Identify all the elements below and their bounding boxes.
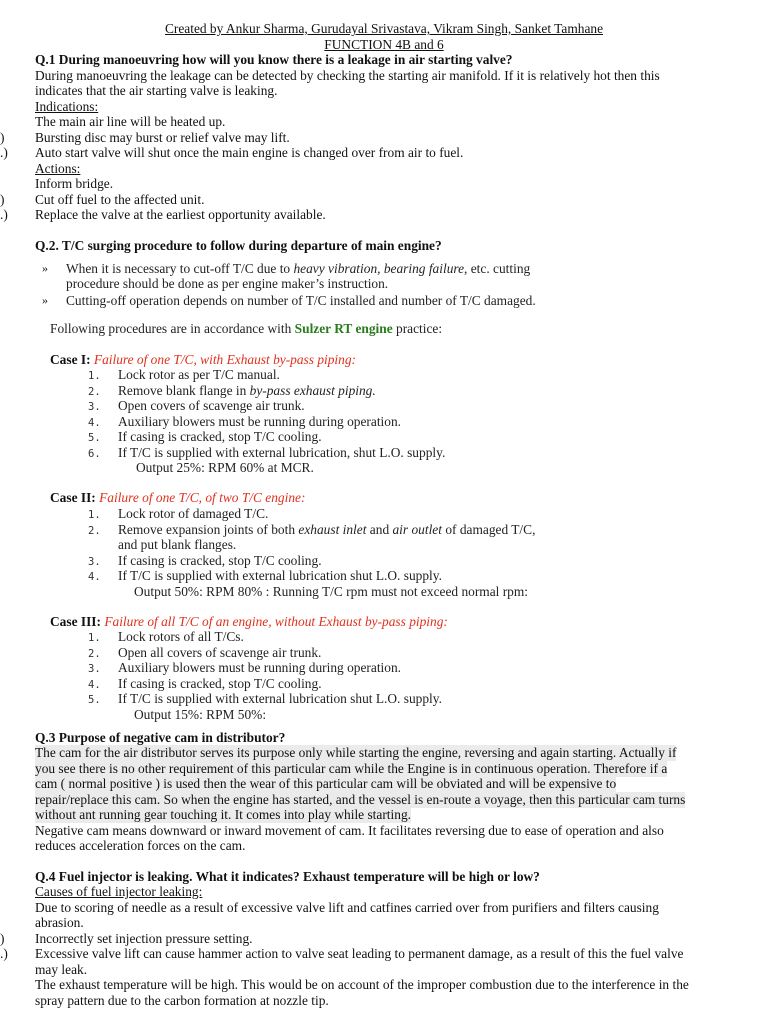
q1-indication-2: Bursting disc may burst or relief valve may lift. (35, 130, 290, 145)
function-line: FUNCTION 4B and 6 (324, 37, 444, 52)
case1-item-1: Lock rotor as per T/C manual. (118, 367, 280, 382)
q1-title: Q.1 During manoeuvring how will you know there is a leakage in air starting valve? (35, 52, 513, 67)
case2-item-2: Remove expansion joints of both exhaust inlet and air outlet of damaged T/C, (118, 522, 536, 537)
q3-para-line4: repair/replace this cam. So when the engine has started, and the vessel is en-route a voyage, then this particular cam turns (35, 792, 686, 807)
q2-bullet-2: Cutting-off operation depends on number of T/C installed and number of T/C damaged. (66, 293, 536, 308)
q4-exhaust-line2: spray pattern due to the carbon formation at nozzle tip. (35, 993, 329, 1008)
case3-num-3: 3. (88, 663, 101, 675)
q1-action-1: Inform bridge. (35, 176, 114, 191)
list-marker: .) (0, 946, 8, 961)
q4-cause-3: Excessive valve lift can cause hammer action to valve seat leading to permanent damage, as a result of this the fuel valve (35, 946, 684, 961)
bullet-icon: » (42, 293, 48, 307)
q4-cause-1: Due to scoring of needle as a result of excessive valve lift and catfines carried over from purifiers and filters causing (35, 900, 659, 915)
q4-title: Q.4 Fuel injector is leaking. What it indicates? Exhaust temperature will be high or low? (35, 869, 540, 884)
q3-para-line3: cam ( normal positive ) is used then the wear of this particular cam will be obviated and will be expensive to (35, 776, 617, 791)
q1-indication-1: The main air line will be heated up. (35, 114, 226, 129)
case1-num-2: 2. (88, 386, 101, 398)
q3-para-line2: you see there is no other requirement of this particular cam while the Engine is in continuous operation. Therefore if a (35, 761, 668, 776)
case2-num-2: 2. (88, 525, 101, 537)
q3-title: Q.3 Purpose of negative cam in distributor? (35, 730, 286, 745)
q1-intro-line2: indicates that the air starting valve is leaking. (35, 83, 278, 98)
case1-heading: Case I: Failure of one T/C, with Exhaust by-pass piping: (50, 352, 357, 367)
case2-item-3: If casing is cracked, stop T/C cooling. (118, 553, 322, 568)
case3-item-4: If casing is cracked, stop T/C cooling. (118, 676, 322, 691)
bullet-icon: » (42, 261, 48, 275)
case1-num-5: 5. (88, 432, 101, 444)
case1-item-3: Open covers of scavenge air trunk. (118, 398, 305, 413)
q1-indication-3: Auto start valve will shut once the main engine is changed over from air to fuel. (35, 145, 464, 160)
case3-num-4: 4. (88, 679, 101, 691)
sulzer-engine-label: Sulzer RT engine (294, 321, 393, 336)
case1-item-6: If T/C is supplied with external lubrication, shut L.O. supply. (118, 445, 446, 460)
list-marker: .) (0, 145, 8, 160)
q1-indications-heading: Indications: (35, 99, 99, 114)
case3-item-2: Open all covers of scavenge air trunk. (118, 645, 322, 660)
q3-para-line6: Negative cam means downward or inward movement of cam. It facilitates reversing due to ease of operation and also (35, 823, 664, 838)
q1-actions-heading: Actions: (35, 161, 81, 176)
case2-num-3: 3. (88, 556, 101, 568)
case1-num-1: 1. (88, 370, 101, 382)
q3-para-line1: The cam for the air distributor serves its purpose only while starting the engine, reversing and again starting. Actually if (35, 745, 677, 760)
case2-item-4: If T/C is supplied with external lubrication shut L.O. supply. (118, 568, 442, 583)
case1-item-5: If casing is cracked, stop T/C cooling. (118, 429, 322, 444)
q4-cause-1-cont: abrasion. (35, 915, 84, 930)
q1-action-2: Cut off fuel to the affected unit. (35, 192, 205, 207)
authors-line: Created by Ankur Sharma, Gurudayal Srivastava, Vikram Singh, Sanket Tamhane (164, 21, 604, 36)
case1-num-4: 4. (88, 417, 101, 429)
case2-num-1: 1. (88, 509, 101, 521)
list-marker: ) (0, 130, 5, 145)
list-marker: ) (0, 931, 5, 946)
case3-item-1: Lock rotors of all T/Cs. (118, 629, 244, 644)
case3-num-5: 5. (88, 694, 101, 706)
case2-item-2-cont: and put blank flanges. (118, 537, 237, 552)
q3-para-line5: without ant running gear touching it. It comes into play while starting. (35, 807, 411, 822)
case1-num-3: 3. (88, 401, 101, 413)
q2-bullet-1-cont: procedure should be done as per engine maker’s instruction. (66, 276, 389, 291)
q4-exhaust-line1: The exhaust temperature will be high. This would be on account of the improper combustion due to the interference in the (35, 977, 689, 992)
case1-num-6: 6. (88, 448, 101, 460)
q2-bullet-1: When it is necessary to cut-off T/C due to heavy vibration, bearing failure, etc. cutting (66, 261, 531, 276)
case2-output: Output 50%: RPM 80% : Running T/C rpm must not exceed normal rpm: (134, 584, 529, 599)
q1-intro-line1: During manoeuvring the leakage can be detected by checking the starting air manifold. If it is relatively hot then this (35, 68, 660, 83)
case1-item-2: Remove blank flange in by-pass exhaust piping. (118, 383, 376, 398)
case2-num-4: 4. (88, 571, 101, 583)
q1-action-3: Replace the valve at the earliest opportunity available. (35, 207, 326, 222)
q4-causes-heading: Causes of fuel injector leaking: (35, 884, 203, 899)
q3-para-line7: reduces acceleration forces on the cam. (35, 838, 246, 853)
list-marker: .) (0, 207, 8, 222)
case3-num-1: 1. (88, 632, 101, 644)
case2-item-1: Lock rotor of damaged T/C. (118, 506, 269, 521)
case3-heading: Case III: Failure of all T/C of an engine, without Exhaust by-pass piping: (50, 614, 448, 629)
q4-cause-3-cont: may leak. (35, 962, 88, 977)
case3-item-5: If T/C is supplied with external lubrication shut L.O. supply. (118, 691, 442, 706)
case2-heading: Case II: Failure of one T/C, of two T/C engine: (50, 490, 306, 505)
list-marker: ) (0, 192, 5, 207)
q4-cause-2: Incorrectly set injection pressure setting. (35, 931, 253, 946)
case1-output: Output 25%: RPM 60% at MCR. (136, 460, 314, 475)
case3-item-3: Auxiliary blowers must be running during operation. (118, 660, 402, 675)
q2-following-line: Following procedures are in accordance with Sulzer RT engine practice: (50, 321, 443, 336)
case3-num-2: 2. (88, 648, 101, 660)
q2-title: Q.2. T/C surging procedure to follow during departure of main engine? (35, 238, 442, 253)
case3-output: Output 15%: RPM 50%: (134, 707, 267, 722)
case1-item-4: Auxiliary blowers must be running during operation. (118, 414, 402, 429)
